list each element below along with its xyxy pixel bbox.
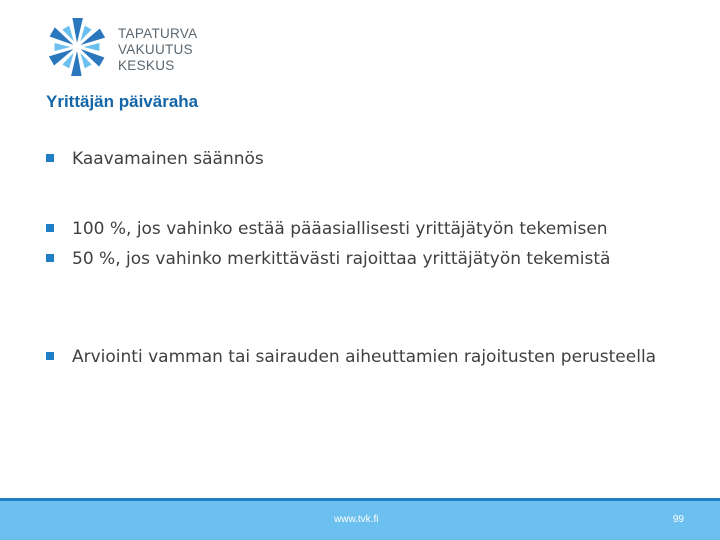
tvk-logo [44,14,224,80]
bullet-item [46,344,686,370]
square-bullet-icon [46,224,54,232]
logo-line-2: VAKUUTUS [118,42,193,57]
footer-url[interactable]: www.tvk.fi [334,514,379,525]
footer-band [0,498,720,540]
bullet-text: Arviointi vamman tai sairauden aiheuttamien rajoitusten perusteella [72,347,657,367]
logo-line-3: KESKUS [118,58,175,73]
slide-title: Yrittäjän päiväraha [46,92,199,111]
star-logo-icon [44,14,110,80]
logo-line-1: TAPATURVA [118,26,198,41]
bullet-text: 50 %, jos vahinko merkittävästi rajoittaa yrittäjätyön tekemistä [72,249,611,269]
bullet-text: 100 %, jos vahinko estää pääasiallisesti yrittäjätyön tekemisen [72,219,608,239]
bullet-text: Kaavamainen säännös [72,149,264,169]
square-bullet-icon [46,254,54,262]
bullet-item [46,246,686,272]
bullet-item [46,146,686,172]
bullet-item [46,216,686,242]
square-bullet-icon [46,352,54,360]
logo-wordmark [118,26,197,74]
page-number: 99 [672,514,684,525]
square-bullet-icon [46,154,54,162]
